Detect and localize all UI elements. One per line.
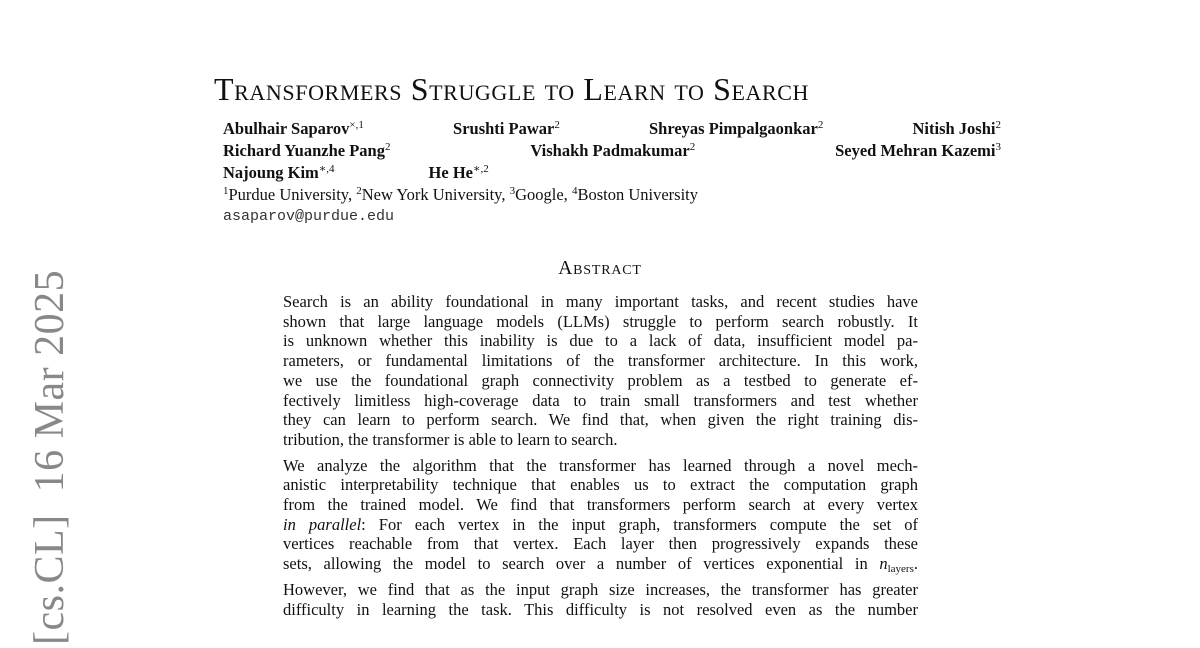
author: Nitish Joshi$^2$ xyxy=(912,119,1001,138)
author: Shreyas Pimpalgaonkar$^2$ xyxy=(648,119,824,138)
author: Seyed Mehran Kazemi$^3$ xyxy=(835,141,1001,160)
abstract-paragraph-3: However, we find that as the input graph size increases, the transformer has greater difficulty in learning the task. This difficulty is not resolved even as the number xyxy=(283,579,918,619)
affiliations: $^1$Purdue University, $^2$New York University, $^3$Google, $^4$Boston University xyxy=(223,185,698,204)
author: Richard Yuanzhe Pang$^2$ xyxy=(223,141,391,160)
author: He $He^{∗,2}$ xyxy=(428,163,489,182)
author: Vishakh Padmakumar$^2$ xyxy=(530,141,696,160)
abstract-body xyxy=(283,292,918,625)
author-list xyxy=(223,118,1001,184)
contact-email[interactable]: asaparov@purdue.edu xyxy=(223,208,395,225)
author: Najoung Kim$^{∗,4}$ xyxy=(223,163,335,182)
author: Srushti Pawar$^2$ xyxy=(453,119,560,138)
author-row-1 xyxy=(223,118,1001,140)
author: Abulhair Saparov$^{\times,1}$ xyxy=(223,119,364,138)
arxiv-date: 16 Mar 2025 xyxy=(27,269,73,493)
arxiv-side-stamp xyxy=(26,270,74,645)
abstract-paragraph-1: Search is an ability foundational in many important tasks, and recent studies have shown that large language models (LLMs) struggle to perform search robustly. It is unknown whether this inability is due to a lack of data, insufficient model pa- rameters, or fundamental limitations of the transformer architecture. In this work, we use the foundational graph connectivity problem as a testbed to generate ef- fectively limitless high-coverage data to train small transformers and test whether they can learn to perform search. We find that, when given the right training dis- tribution, the transformer is able to learn to search. xyxy=(283,292,918,449)
paper-title: Transformers Struggle to Learn to Search xyxy=(214,71,810,108)
abstract-heading: Abstract xyxy=(558,258,642,279)
author-row-2 xyxy=(223,140,1001,162)
abstract-paragraph-2: We analyze the algorithm that the transformer has learned through a novel mech- anistic interpretability technique that enables us to extract the computation graph from the trained model. We find that transformers perform search at every vertex in parallel: For each vertex in the input graph, transformers compute the set of vertices reachable from that vertex. Each layer then progressively expands these sets, allowing the model to search over a number of vertices exponential in $n_{layers}$. xyxy=(283,455,918,576)
author-row-3 xyxy=(223,162,1001,184)
arxiv-category: [cs.CL] xyxy=(27,514,73,645)
